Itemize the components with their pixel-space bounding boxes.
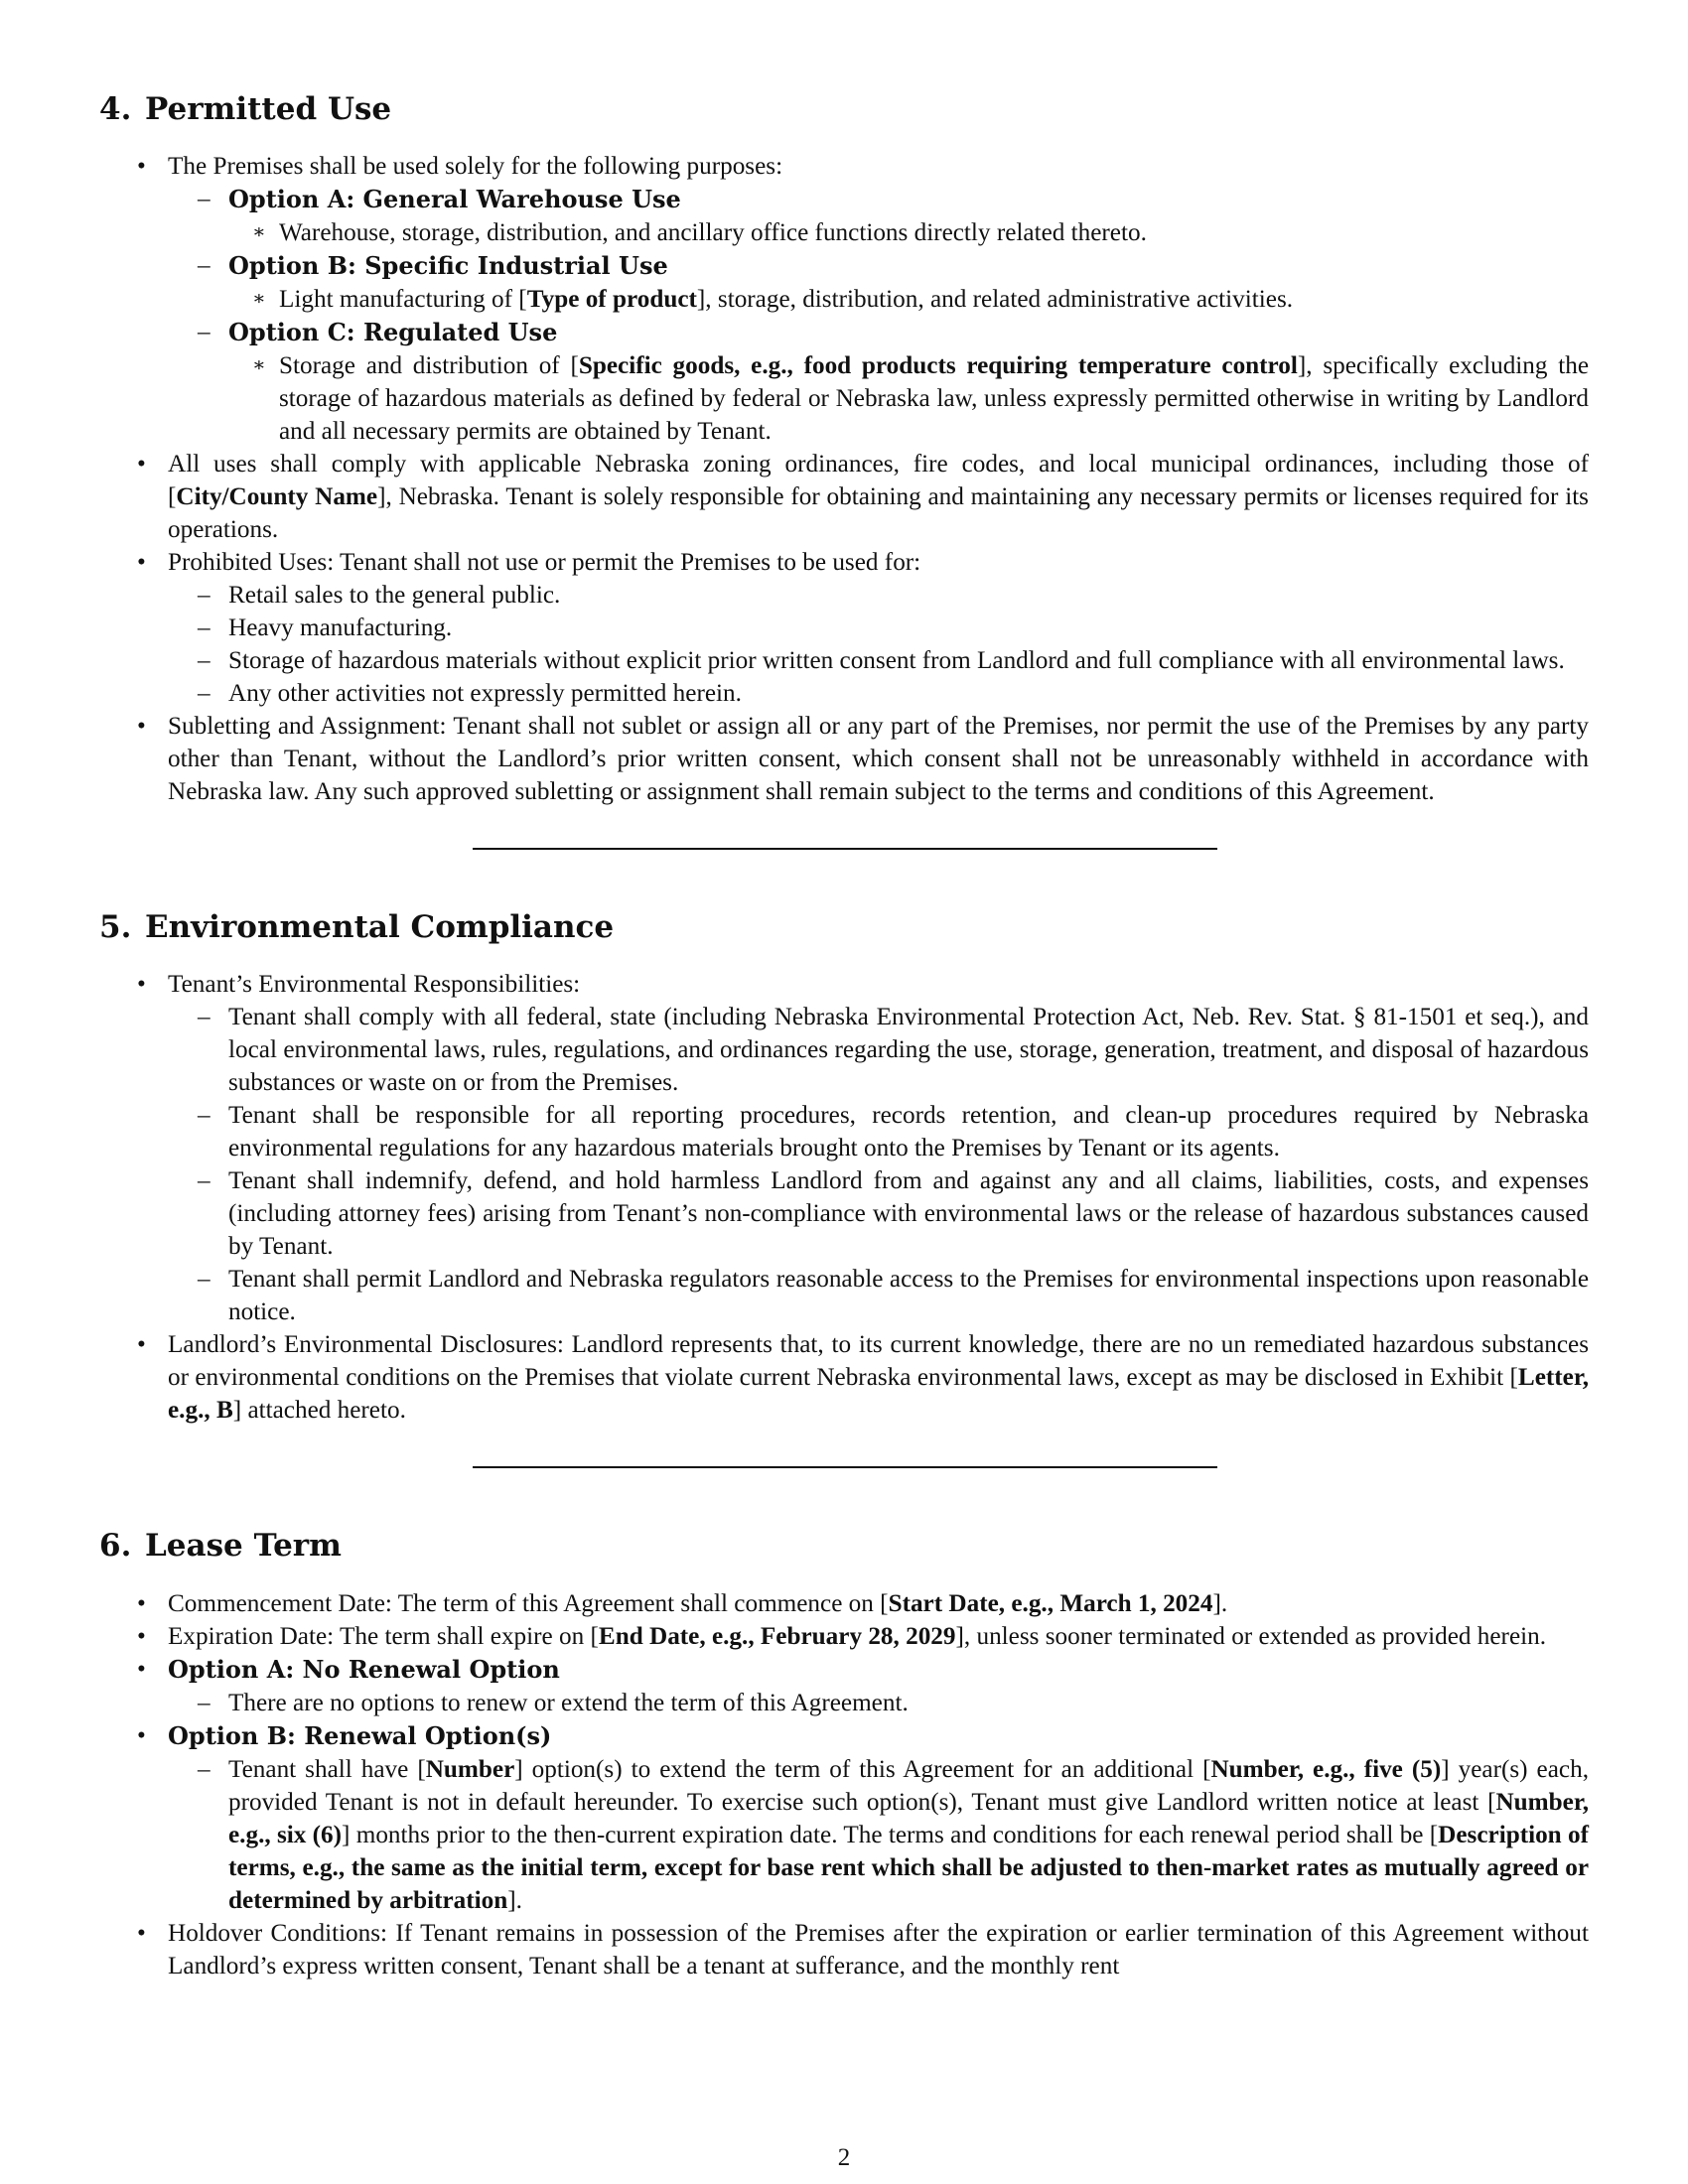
section-number: 5.	[99, 909, 132, 946]
section-number: 4.	[99, 91, 132, 127]
text-run: All uses shall comply with applicable Nebraska zoning ordinances, fire codes, and local municipal ordinances, including those of [	[168, 451, 1589, 511]
text-run: ] attached hereto.	[232, 1397, 406, 1425]
text-run: Landlord’s Environmental Disclosures: Landlord represents that, to its current knowledge, there are no un remediated hazardous substances or environmental conditions on the Premises that violate current Nebraska environmental laws, except as may be disclosed in Exhibit [	[168, 1331, 1589, 1392]
section-title: Lease Term	[145, 1528, 342, 1565]
prohibited-item: – Any other activities not expressly permitted herein.	[168, 677, 1589, 710]
text-run: Light manufacturing of [	[279, 286, 527, 314]
list-item	[99, 546, 1589, 710]
section-permitted-use	[99, 91, 1589, 808]
option-label: Option B: Specific Industrial Use	[228, 251, 668, 281]
responsibility-item: – Tenant shall indemnify, defend, and hold harmless Landlord from and against any and all claims, liabilities, costs, and expenses (including attorney fees) arising from Tenant’s non-compliance with environmental laws or the release of hazardous substances caused by Tenant.	[168, 1164, 1589, 1263]
section-title: Environmental Compliance	[145, 909, 615, 946]
text-run: ], Nebraska. Tenant is solely responsible for obtaining and maintaining any necessary permits or licenses required for its operations.	[168, 483, 1589, 544]
text-run: ], unless sooner terminated or extended as provided herein.	[955, 1622, 1547, 1650]
option-text: ∗ Warehouse, storage, distribution, and ancillary office functions directly related thereto.	[228, 216, 1589, 249]
section-heading	[99, 91, 1589, 128]
text-run: ] year(s) each, provided Tenant is not in default hereunder. To exercise such option(s), Tenant must give Landlord written notice at least [	[228, 1755, 1589, 1816]
option-text	[168, 1753, 1589, 1917]
option-item	[168, 316, 1589, 448]
placeholder-field: Letter, e.g., B	[168, 1364, 1589, 1425]
option-item	[168, 249, 1589, 316]
placeholder-field: Specific goods, e.g., food products requiring temperature control	[578, 352, 1298, 380]
option-item	[168, 183, 1589, 249]
section-lease-term	[99, 1528, 1589, 1981]
text-run: ], storage, distribution, and related administrative activities.	[696, 286, 1294, 314]
text-run: ] option(s) to extend the term of this Agreement for an additional [	[514, 1755, 1211, 1783]
document-page	[99, 91, 1589, 1982]
responsibility-item: – Tenant shall comply with all federal, state (including Nebraska Environmental Protection Act, Neb. Rev. Stat. § 81-1501 et seq.), and local environmental laws, rules, regulations, and ordinances regarding the use, storage, generation, treatment, and disposal of hazardous substances or waste on or from the Premises.	[168, 1001, 1589, 1099]
placeholder-field: Type of product	[526, 286, 697, 314]
list-item: • Holdover Conditions: If Tenant remains in possession of the Premises after the expiration or earlier termination of this Agreement without Landlord’s express written consent, Tenant shall be a tenant at sufferance, and the monthly rent	[99, 1917, 1589, 1982]
prohibited-item: – Heavy manufacturing.	[168, 612, 1589, 644]
text-run: ] months prior to the then-current expiration date. The terms and conditions for each renewal period shall be [	[342, 1821, 1439, 1848]
section-number: 6.	[99, 1528, 132, 1565]
option-text	[228, 283, 1589, 316]
item-text: Tenant’s Environmental Responsibilities:	[168, 971, 581, 999]
option-label: Option A: General Warehouse Use	[228, 185, 681, 214]
placeholder-field: Number, e.g., five (5)	[1210, 1755, 1442, 1783]
section-heading	[99, 909, 1589, 946]
placeholder-field: Description of terms, e.g., the same as the initial term, except for base rent which shall be adjusted to then-market rates as mutually agreed or determined by arbitration	[228, 1821, 1589, 1914]
list-item	[99, 968, 1589, 1328]
text-run: Expiration Date: The term shall expire on [	[168, 1622, 599, 1650]
placeholder-field: Start Date, e.g., March 1, 2024	[888, 1589, 1213, 1617]
text-run: Tenant shall have [	[228, 1755, 426, 1783]
prohibited-item: – Retail sales to the general public.	[168, 579, 1589, 612]
text-run: ], specifically excluding the storage of hazardous materials as defined by federal or Nebraska law, unless expressly permitted otherwise in writing by Landlord and all necessary permits are obtained by Tenant.	[279, 352, 1590, 446]
section-title: Permitted Use	[145, 91, 392, 127]
option-text	[228, 349, 1589, 448]
text-run: Storage and distribution of [	[279, 352, 579, 380]
option-text: – There are no options to renew or extend the term of this Agreement.	[168, 1687, 1589, 1719]
list-item	[99, 1719, 1589, 1917]
text-run: ].	[507, 1886, 522, 1914]
responsibility-item: – Tenant shall be responsible for all reporting procedures, records retention, and clean-up procedures required by Nebraska environmental regulations for any hazardous materials brought onto the Premises by Tenant or its agents.	[168, 1099, 1589, 1164]
item-text: Prohibited Uses: Tenant shall not use or permit the Premises to be used for:	[168, 549, 921, 577]
option-label: Option A: No Renewal Option	[168, 1654, 560, 1684]
responsibility-item: – Tenant shall permit Landlord and Nebraska regulators reasonable access to the Premises for environmental inspections upon reasonable notice.	[168, 1263, 1589, 1328]
item-text: The Premises shall be used solely for the following purposes:	[168, 153, 783, 181]
text-run: Commencement Date: The term of this Agreement shall commence on [	[168, 1589, 889, 1617]
placeholder-field: Number, e.g., six (6)	[228, 1788, 1589, 1848]
section-environmental-compliance	[99, 909, 1589, 1427]
list-item	[99, 1653, 1589, 1719]
list-item	[99, 150, 1589, 448]
list-item	[99, 1328, 1589, 1427]
text-run: ].	[1212, 1589, 1228, 1617]
list-item	[99, 1587, 1589, 1620]
list-item	[99, 448, 1589, 546]
section-divider	[473, 848, 1217, 850]
option-label: Option C: Regulated Use	[228, 318, 558, 347]
list-item: • Subletting and Assignment: Tenant shall not sublet or assign all or any part of the Premises, nor permit the use of the Premises by any party other than Tenant, without the Landlord’s prior written consent, which consent shall not be unreasonably withheld in accordance with Nebraska law. Any such approved subletting or assignment shall remain subject to the terms and conditions of this Agreement.	[99, 710, 1589, 808]
placeholder-field: Number	[425, 1755, 515, 1783]
placeholder-field: City/County Name	[176, 483, 378, 511]
page-number: 2	[837, 2144, 851, 2171]
placeholder-field: End Date, e.g., February 28, 2029	[598, 1622, 956, 1650]
section-divider	[473, 1466, 1217, 1468]
section-heading	[99, 1528, 1589, 1565]
option-label: Option B: Renewal Option(s)	[168, 1720, 552, 1750]
prohibited-item: – Storage of hazardous materials without explicit prior written consent from Landlord and full compliance with all environmental laws.	[168, 644, 1589, 677]
list-item	[99, 1620, 1589, 1653]
